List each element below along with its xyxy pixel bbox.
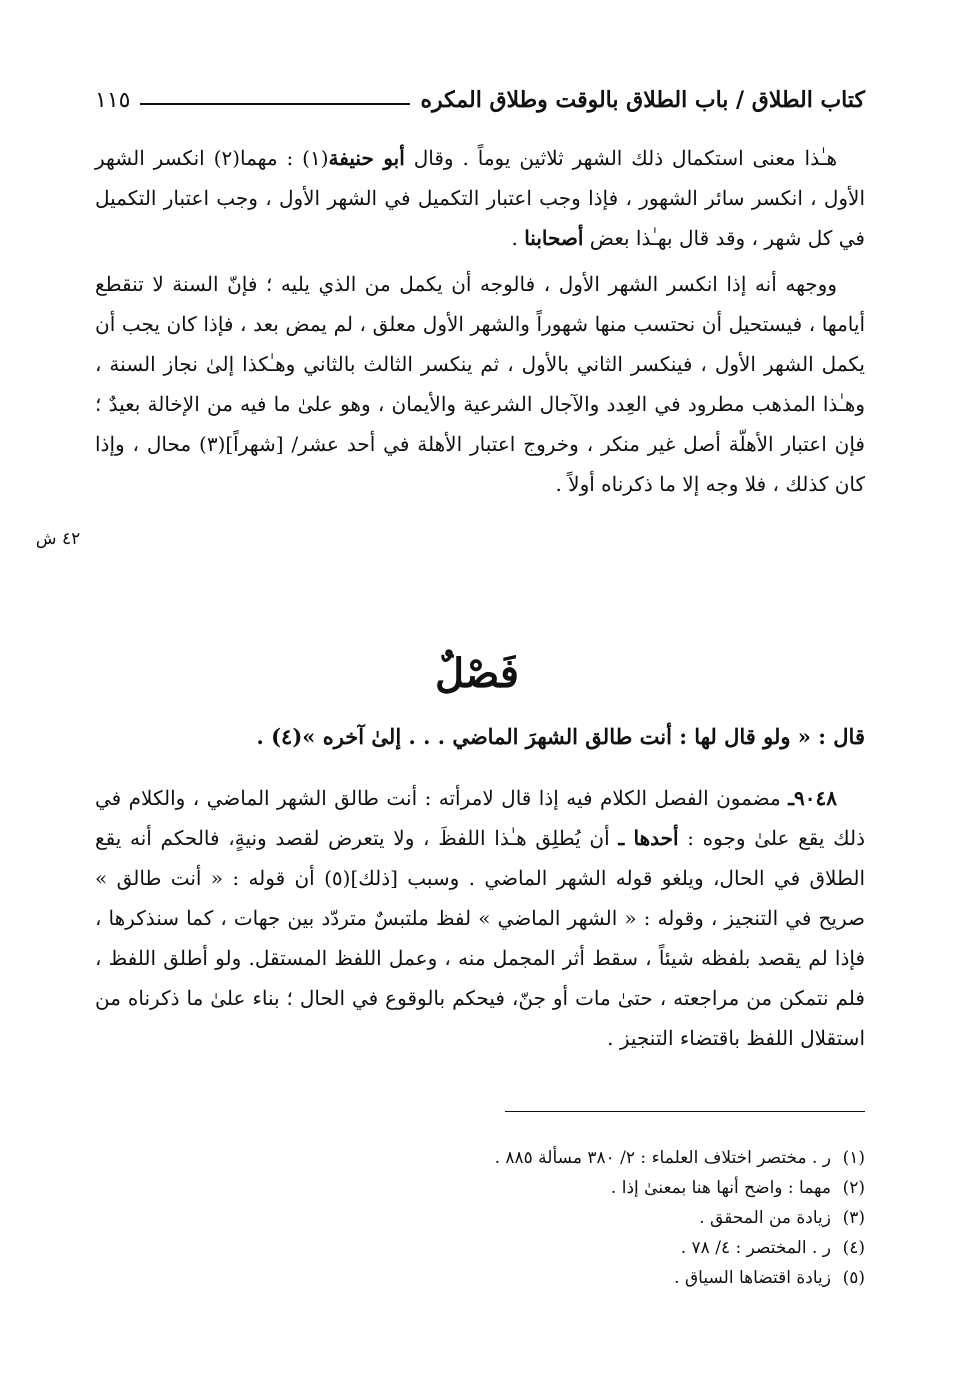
header-rule bbox=[140, 103, 410, 105]
name-abu-hanifa: أبو حنيفة bbox=[328, 146, 405, 170]
footnote-separator bbox=[505, 1111, 865, 1112]
page-number: ١١٥ bbox=[95, 87, 131, 113]
term-ashabuna: أصحابنا bbox=[524, 226, 584, 250]
footnote-1: (١)ر . مختصر اختلاف العلماء : ٢/ ٣٨٠ مسألة ٨٨٥ . bbox=[494, 1148, 865, 1168]
footnote-4: (٤)ر . المختصر : ٤/ ٧٨ . bbox=[680, 1238, 865, 1258]
body-text-bottom bbox=[95, 778, 865, 1058]
paragraph-2: ووجهه أنه إذا انكسر الشهر الأول ، فالوجه أن يكمل من الذي يليه ؛ فإنّ السنة لا تنقطع أيامها ، فيستحيل أن نحتسب منها شهوراً والشهر الأول معلق ، لم يمض بعد ، فإذا كان يجب أن يكمل الشهر الأول ، فينكسر الثاني بالأول ، ثم ينكسر الثالث بالثاني وهـٰكذا إلىٰ نجاز السنة ، وهـٰذا المذهب مطرود في العِدد والآجال الشرعية والأيمان ، وهو علىٰ ما فيه من الإخالة بعيدٌ ؛ فإن اعتبار الأهلّة أصل غير منكر ، وخروج اعتبار الأهلة في أحد عشر/ [شهراً](٣) محال ، وإذا كان كذلك ، فلا وجه إلا ما ذكرناه أولاً . bbox=[95, 272, 865, 496]
term-ahaduha: أحدها ـ bbox=[618, 826, 679, 850]
page-header bbox=[95, 78, 865, 122]
footnote-5: (٥)زيادة اقتضاها السياق . bbox=[674, 1268, 865, 1288]
issue-number: ٩٠٤٨ـ bbox=[788, 786, 837, 810]
section-heading: فَصْلٌ bbox=[434, 650, 520, 697]
footnote-2: (٢)مهما : واضح أنها هنا بمعنىٰ إذا . bbox=[610, 1178, 865, 1198]
margin-note: ٤٢ ش bbox=[35, 529, 81, 549]
body-text-top bbox=[95, 138, 865, 504]
paragraph-3: ٩٠٤٨ـ مضمون الفصل الكلام فيه إذا قال لامرأته : أنت طالق الشهر الماضي ، والكلام في ذلك يقع علىٰ وجوه : أحدها ـ أن يُطلِق هـٰذا اللفظَ ، ولا يتعرض لقصد ونيةٍ، فالحكم أنه يقع الطلاق في الحال، ويلغو قوله الشهر الماضي . وسبب [ذلك](٥) أن قوله : « أنت طالق » صريح في التنجيز ، وقوله : « الشهر الماضي » لفظ ملتبسٌ متردّد بين جهات ، كما سنذكرها ، فإذا لم يقصد بلفظه شيئاً ، سقط أثر المجمل منه ، وعمل اللفظ المستقل. ولو أطلق اللفظ ، فلم نتمكن من مراجعته ، حتىٰ مات أو جنّ، فيحكم بالوقوع في الحال ؛ بناء علىٰ ما ذكرناه من استقلال اللفظ باقتضاء التنجيز . bbox=[95, 786, 866, 1050]
running-title: كتاب الطلاق / باب الطلاق بالوقت وطلاق المكره bbox=[420, 87, 865, 113]
paragraph-1: هـٰذا معنى استكمال ذلك الشهر ثلاثين يوماً . وقال أبو حنيفة(١) : مهما(٢) انكسر الشهر الأول ، انكسر سائر الشهور ، فإذا وجب اعتبار التكميل في الشهر الأول ، وجب اعتبار التكميل في كل شهر ، وقد قال بهـٰذا بعض أصحابنا . bbox=[95, 146, 865, 250]
footnote-3: (٣)زيادة من المحقق . bbox=[699, 1208, 865, 1228]
footnotes bbox=[120, 1143, 865, 1293]
quote-line: قال : « ولو قال لها : أنت طالق الشهرَ الماضي . . . إلىٰ آخره »(٤) . bbox=[256, 724, 865, 749]
